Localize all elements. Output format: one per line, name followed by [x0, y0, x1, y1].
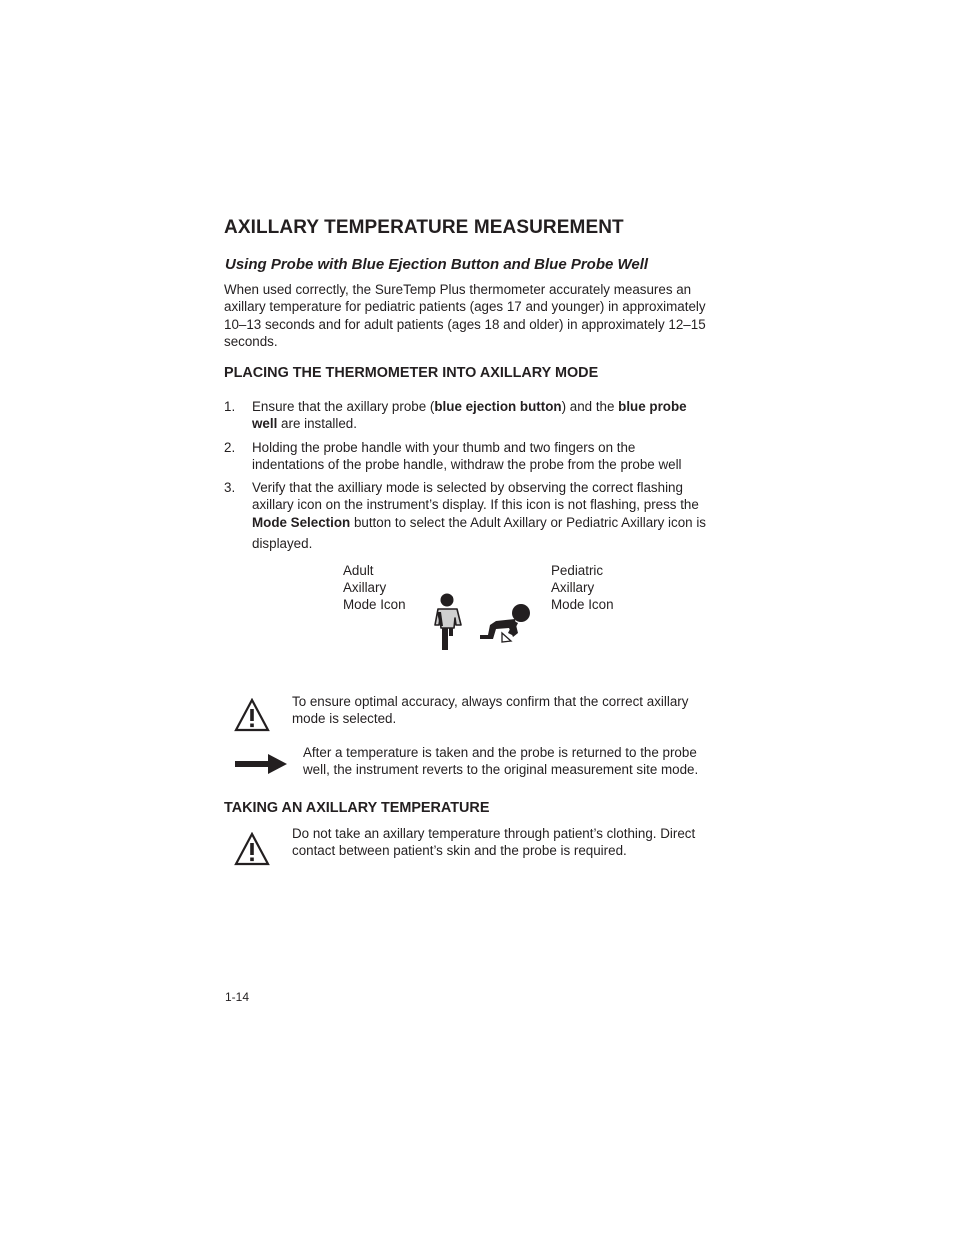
step-line — [252, 514, 732, 531]
caution-line: contact between patient’s skin and the probe is required. — [292, 843, 627, 859]
label-line: Adult — [343, 563, 374, 578]
label-line: Pediatric — [551, 563, 604, 578]
subtitle: Using Probe with Blue Ejection Button and Blue Probe Well — [225, 256, 649, 273]
step-number: 3. — [224, 480, 236, 495]
label-line: Axillary — [551, 580, 595, 596]
caution-line: To ensure optimal accuracy, always confirm that the correct axillary — [292, 694, 689, 709]
step-bold-text: blue ejection button — [434, 399, 562, 414]
step-line: Holding the probe handle with your thumb and two fingers on the — [252, 440, 636, 455]
pediatric-axillary-icon — [476, 603, 534, 645]
caution-line: mode is selected. — [292, 711, 397, 727]
step-line — [252, 415, 732, 432]
step-bold-text: Mode Selection — [252, 514, 351, 530]
caution-text — [292, 693, 688, 728]
page-number: 1-14 — [225, 990, 250, 1004]
warning-triangle-icon — [234, 832, 270, 866]
step-text — [252, 479, 732, 553]
caution-text — [292, 825, 695, 860]
label-line: Mode Icon — [551, 597, 614, 613]
label-line: Axillary — [343, 580, 387, 596]
section-heading-taking: TAKING AN AXILLARY TEMPERATURE — [224, 800, 490, 816]
note-line: After a temperature is taken and the probe is returned to the probe — [303, 745, 697, 760]
step-line: displayed. — [252, 536, 313, 552]
intro-line: seconds. — [224, 334, 278, 350]
adult-axillary-icon — [433, 592, 465, 652]
intro-line: 10–13 seconds and for adult patients (ages 18 and older) in approximately 12–15 — [224, 316, 706, 332]
caution-line: Do not take an axillary temperature through patient’s clothing. Direct — [292, 826, 696, 841]
step-number: 1. — [224, 399, 236, 414]
warning-triangle-icon — [234, 698, 270, 732]
section-heading-mode: PLACING THE THERMOMETER INTO AXILLARY MODE — [224, 365, 599, 381]
adult-icon-label — [343, 562, 443, 614]
step-text-part: are installed. — [277, 416, 357, 432]
step-line — [252, 398, 732, 415]
step-bold-text: blue probe — [618, 399, 687, 414]
step-bold-text: well — [252, 416, 278, 432]
step-text-part: ) and the — [561, 399, 619, 414]
step-text-part: button to select the Adult Axillary or Pediatric Axillary icon is — [350, 514, 706, 530]
step-line: Verify that the axilliary mode is selected by observing the correct flashing — [252, 480, 683, 495]
intro-line: axillary temperature for pediatric patients (ages 17 and younger) in approximately — [224, 299, 706, 315]
note-line: well, the instrument reverts to the original measurement site mode. — [303, 762, 699, 778]
step-line: axillary icon on the instrument’s display. If this icon is not flashing, press the — [252, 497, 699, 513]
page-title: AXILLARY TEMPERATURE MEASUREMENT — [224, 217, 624, 238]
step-text-part: Ensure that the axillary probe ( — [252, 399, 435, 414]
label-line: Mode Icon — [343, 597, 406, 613]
step-number: 2. — [224, 440, 236, 455]
pediatric-icon-label — [551, 562, 651, 614]
note-text — [303, 744, 698, 779]
step-text — [252, 439, 732, 474]
intro-line: When used correctly, the SureTemp Plus thermometer accurately measures an — [224, 282, 692, 297]
intro-paragraph — [224, 281, 734, 351]
step-line: indentations of the probe handle, withdraw the probe from the probe well — [252, 457, 682, 473]
right-arrow-icon — [234, 751, 288, 777]
step-text — [252, 398, 732, 433]
